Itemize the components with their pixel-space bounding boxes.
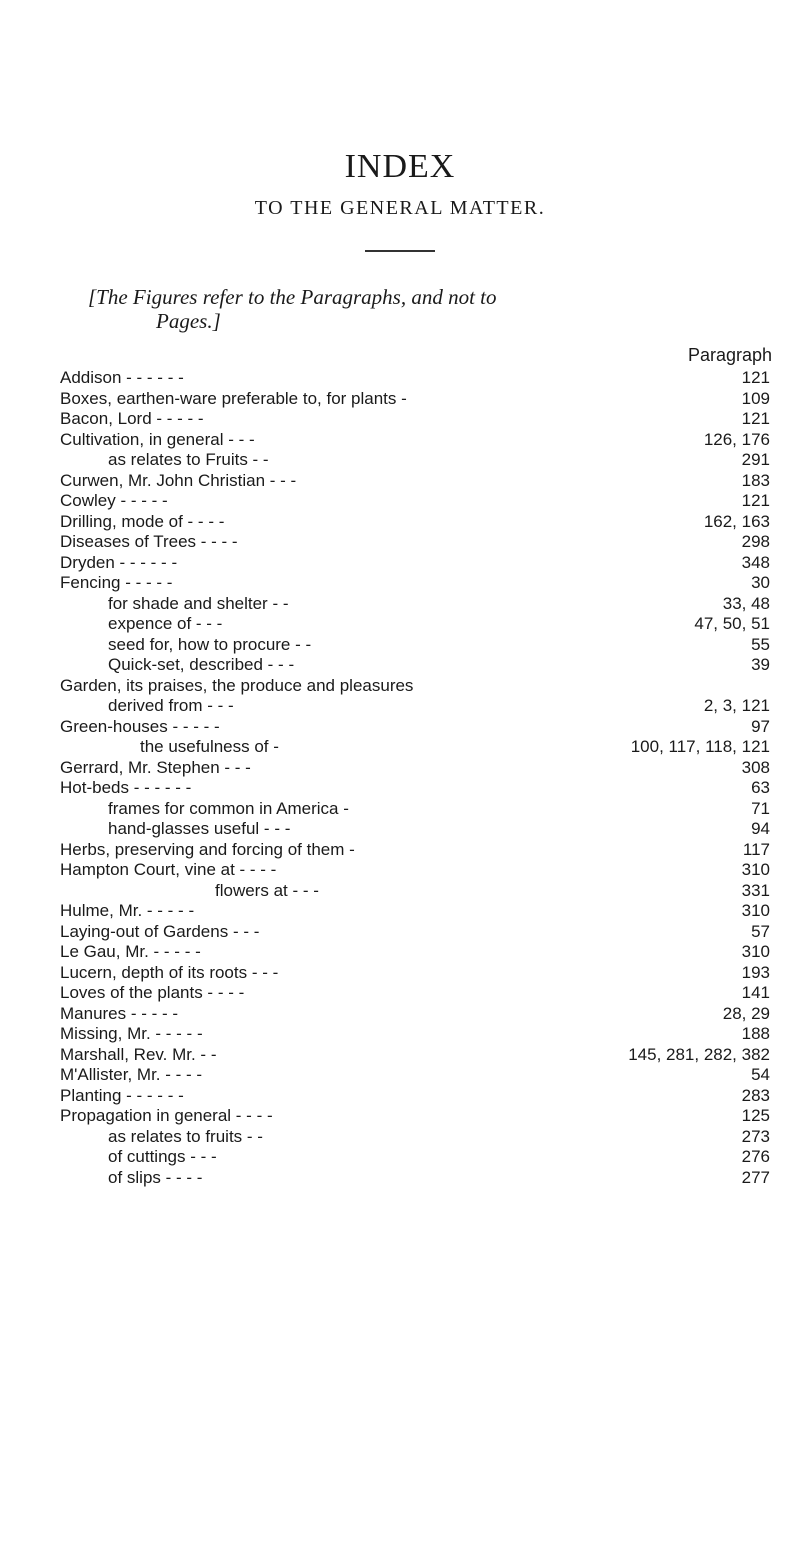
index-entry-text: for shade and shelter - - [108,593,289,613]
index-entry [0,881,800,902]
index-entry [0,696,800,717]
index-entry-paragraphs: 71 [751,798,770,818]
index-entry-text: Cowley - - - - - [60,491,168,510]
index-entry-paragraphs: 125 [741,1106,770,1125]
index-entry-paragraphs: 310 [741,942,770,961]
index-entry-paragraphs: 298 [741,532,770,551]
index-entry-text: Herbs, preserving and forcing of them - [60,839,355,859]
index-entry-text: Manures - - - - - [60,1003,179,1023]
index-entry-text: Missing, Mr. - - - - - [60,1024,203,1043]
index-entry-text: Curwen, Mr. John Christian - - - [60,470,297,490]
index-entry-paragraphs: 57 [751,921,770,941]
note-line-2: Pages.] [156,309,221,333]
index-entry-text: Diseases of Trees - - - - [60,532,238,551]
index-entry-text: M'Allister, Mr. - - - - [60,1065,203,1084]
index-entry-text: seed for, how to procure - - [108,634,312,654]
index-entry-text: Quick-set, described - - - [108,655,295,674]
index-entry [0,532,800,553]
index-entry [0,491,800,512]
index-entry [0,922,800,943]
index-entry [0,1147,800,1168]
index-entry [0,963,800,984]
index-entry-text: as relates to Fruits - - [108,450,269,469]
index-entry-text: Green-houses - - - - - [60,716,220,736]
index-entry-paragraphs: 141 [741,983,770,1002]
index-entry [0,758,800,779]
index-entry [0,614,800,635]
index-entry-paragraphs: 121 [741,491,770,510]
index-entry [0,389,800,410]
index-entry-text: Marshall, Rev. Mr. - - [60,1044,217,1064]
index-entry-paragraphs: 109 [741,388,770,408]
index-entry [0,512,800,533]
index-entry-paragraphs: 63 [751,778,770,797]
index-entry [0,1127,800,1148]
index-entry-paragraphs: 121 [741,368,770,387]
index-entry-text: Hot-beds - - - - - - [60,778,192,797]
index-entry-paragraphs: 193 [741,962,770,982]
index-entry-paragraphs: 97 [751,716,770,736]
index-entry [0,1004,800,1025]
page-title: INDEX [344,148,456,185]
index-entry-paragraphs: 310 [741,860,770,879]
index-entry [0,471,800,492]
index-entry-paragraphs: 273 [741,1126,770,1146]
index-entry [0,1024,800,1045]
index-entry-paragraphs: 277 [741,1167,770,1187]
index-entry-text: flowers at - - - [215,880,319,900]
index-entry [0,840,800,861]
index-entry [0,676,800,697]
title-rule-divider [365,250,435,252]
index-entry [0,409,800,430]
index-entry-paragraphs: 183 [741,470,770,490]
index-entry-paragraphs: 117 [742,839,770,859]
editorial-note [88,285,728,333]
index-entry-text: Le Gau, Mr. - - - - - [60,942,201,961]
index-entry-text: Garden, its praises, the produce and pleasures [60,675,414,695]
index-entry [0,860,800,881]
index-entry [0,1045,800,1066]
index-entry-paragraphs: 47, 50, 51 [694,614,770,633]
index-entry-text: expence of - - - [108,614,223,633]
index-entry [0,594,800,615]
index-entry [0,901,800,922]
index-entry-paragraphs: 283 [741,1085,770,1105]
index-entry-text: Bacon, Lord - - - - - [60,409,204,428]
index-entry-text: of cuttings - - - [108,1147,217,1166]
index-entry-paragraphs: 94 [751,819,770,838]
index-entry-paragraphs: 100, 117, 118, 121 [630,737,770,756]
index-entry-paragraphs: 121 [741,409,770,428]
page-subtitle: TO THE GENERAL MATTER. [254,197,546,219]
index-entry [0,942,800,963]
note-line-1: [The Figures refer to the Paragraphs, and not to [88,285,497,309]
index-entry-paragraphs: 55 [751,634,770,654]
index-entry-paragraphs: 39 [751,655,770,674]
index-entry-text: hand-glasses useful - - - [108,819,291,838]
index-entry-paragraphs: 348 [741,552,770,572]
index-entry [0,655,800,676]
index-entry-paragraphs: 276 [741,1147,770,1166]
index-entry-paragraphs: 33, 48 [722,593,770,613]
index-entry-text: Addison - - - - - - [60,368,184,387]
index-entry [0,1086,800,1107]
index-entry [0,450,800,471]
index-entry-text: Planting - - - - - - [60,1085,184,1105]
index-entry-text: Boxes, earthen-ware preferable to, for plants - [60,388,407,408]
index-entry [0,635,800,656]
index-entry [0,430,800,451]
index-entry-paragraphs: 188 [741,1024,770,1043]
index-entry-text: Hampton Court, vine at - - - - [60,860,277,879]
index-entry-text: Loves of the plants - - - - [60,983,245,1002]
index-entry-text: Propagation in general - - - - [60,1106,273,1125]
index-entry-text: of slips - - - - [108,1167,203,1187]
index-entry [0,1106,800,1127]
index-entry [0,799,800,820]
index-entry-paragraphs: 308 [741,757,770,777]
column-heading-paragraph: Paragraph [687,345,772,365]
index-entry-text: derived from - - - [108,696,234,715]
index-entry-text: frames for common in America - [108,798,349,818]
index-entry [0,573,800,594]
index-entry-text: Cultivation, in general - - - [60,429,255,449]
index-entry-paragraphs: 2, 3, 121 [703,696,770,715]
index-entry [0,778,800,799]
index-entry-paragraphs: 310 [741,901,770,920]
index-entry-paragraphs: 291 [741,450,770,469]
index-entry-paragraphs: 162, 163 [703,511,770,531]
index-entry [0,819,800,840]
index-entry [0,1065,800,1086]
index-entry [0,983,800,1004]
index-entry-text: Fencing - - - - - [60,573,173,592]
index-entry-text: the usefulness of - [140,737,279,756]
index-entry-paragraphs: 126, 176 [703,429,770,449]
index-entry-paragraphs: 54 [751,1065,770,1084]
index-entry [0,717,800,738]
index-entry [0,368,800,389]
index-entry-paragraphs: 331 [741,880,770,900]
index-entry-text: Hulme, Mr. - - - - - [60,901,195,920]
index-entry-text: Lucern, depth of its roots - - - [60,962,279,982]
index-entry-text: Drilling, mode of - - - - [60,511,225,531]
index-entry-text: Laying-out of Gardens - - - [60,921,260,941]
index-entry [0,1168,800,1189]
index-entry-text: Gerrard, Mr. Stephen - - - [60,757,251,777]
index-entry [0,553,800,574]
index-entry-paragraphs: 30 [751,573,770,592]
index-entry-paragraphs: 145, 281, 282, 382 [628,1044,770,1064]
index-entry-text: Dryden - - - - - - [60,552,178,572]
index-entries-list [0,368,800,1188]
index-entry-text: as relates to fruits - - [108,1126,263,1146]
index-entry-paragraphs: 28, 29 [722,1003,770,1023]
index-entry [0,737,800,758]
